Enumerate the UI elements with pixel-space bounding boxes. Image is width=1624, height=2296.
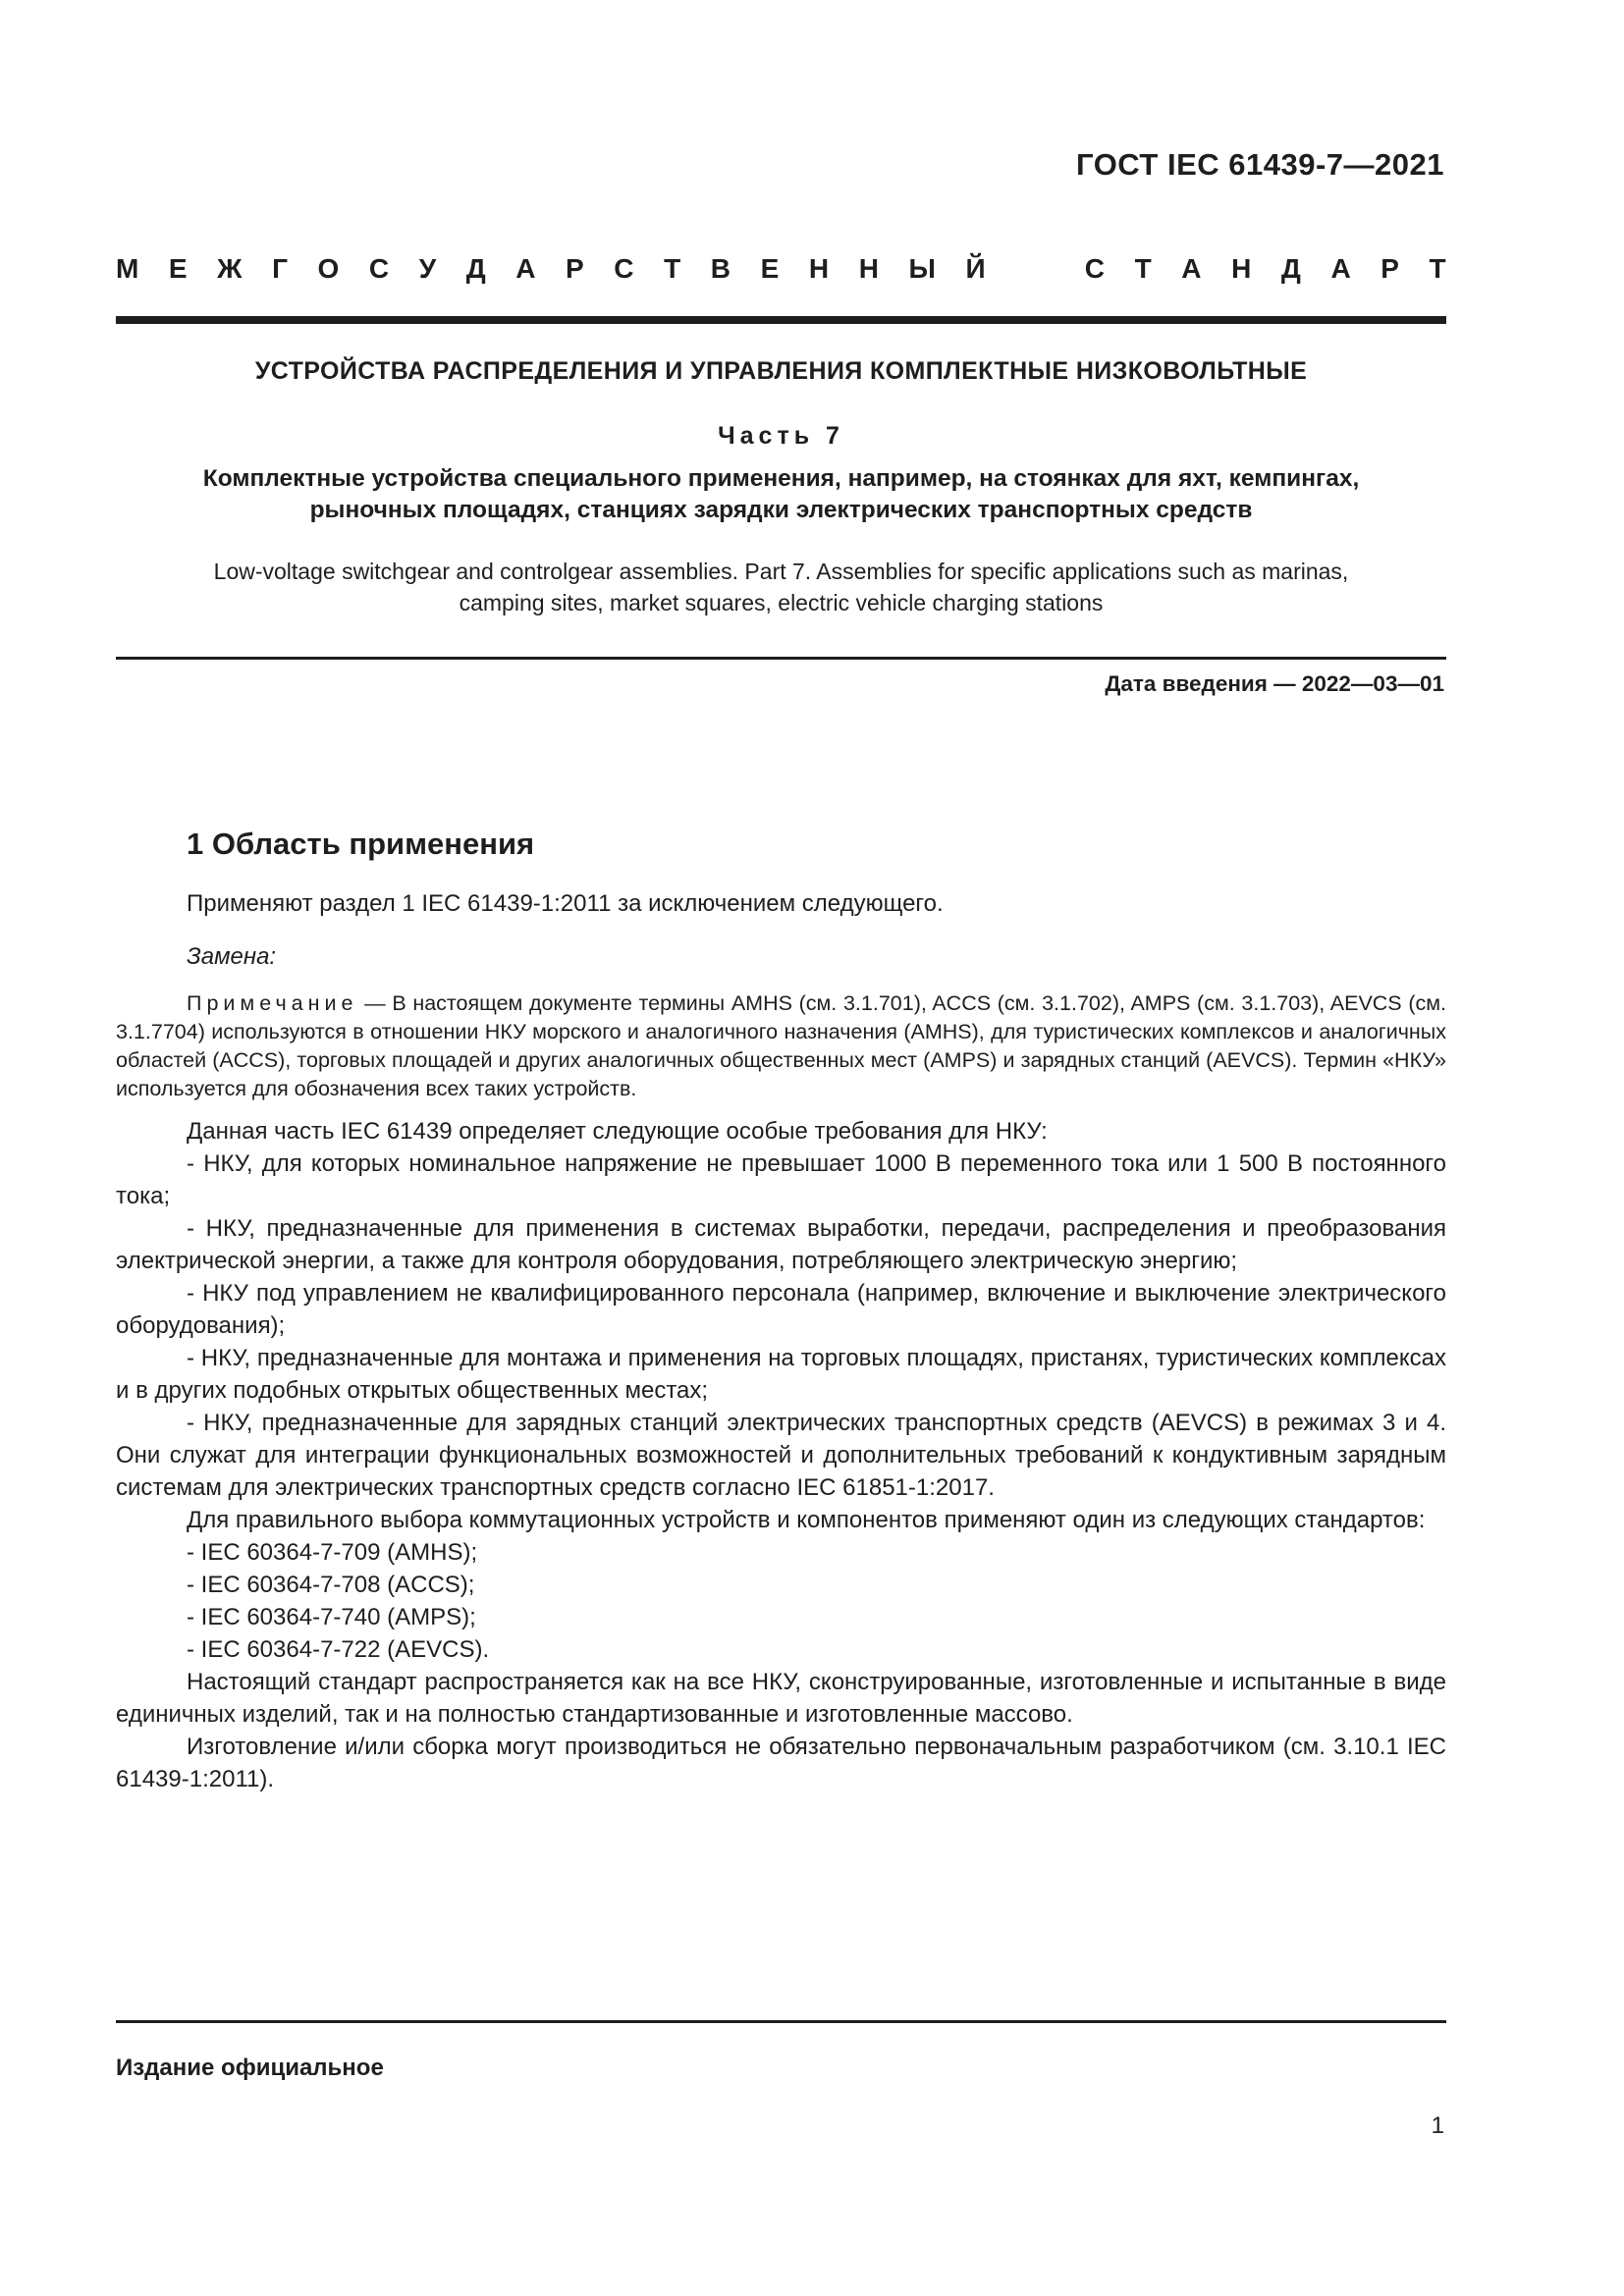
page-number: 1 [1431,2112,1444,2139]
heading-letter: Р [1380,253,1399,284]
paragraph: Настоящий стандарт распространяется как на все НКУ, сконструированные, изготовленные и испытанные в виде единичных изделий, так и на полностью стандартизованные и изготовленные массово. [116,1669,1446,1728]
official-edition: Издание официальное [116,2055,384,2081]
english-title-line: Low-voltage switchgear and controlgear assemblies. Part 7. Assemblies for specific applications such as marinas, [213,559,1349,584]
list-item: - IEC 60364-7-722 (AEVCS). [187,1636,490,1663]
heading-letter: М [116,253,139,284]
list-item: - НКУ, предназначенные для применения в системах выработки, передачи, распределения и преобразования электрической энергии, а также для контроля оборудования, потребляющего электрическую энергию; [116,1215,1446,1274]
document-subtitle [116,463,1446,526]
heading-letter: Н [858,253,879,284]
heading-letter: Т [1134,253,1152,284]
note-text: — В настоящем документе термины AMHS (см. 3.1.701), ACCS (см. 3.1.702), AMPS (см. 3.1.703), AEVCS (см. 3.1.7704) используются в отношении НКУ морского и аналогичного назначения (AMHS), для туристических комплексов и аналогичных областей (ACCS), торговых площадей и других аналогичных общественных мест (AMPS) и зарядных станций (AEVCS). Термин «НКУ» используется для обозначения всех таких устройств. [116,991,1446,1100]
introduction-date: Дата введения — 2022—03—01 [1105,671,1444,696]
heading-letter: Т [1429,253,1446,284]
list-item: - НКУ, для которых номинальное напряжение не превышает 1000 В переменного тока или 1 500 В постоянного тока; [116,1150,1446,1209]
list-item: - НКУ, предназначенные для зарядных станций электрических транспортных средств (AEVCS) в режимах 3 и 4. Они служат для интеграции функциональных возможностей и дополнительных требований к кондуктивным зарядным системам для электрических транспортных средств согласно IEC 61851-1:2017. [116,1410,1446,1501]
heading-letter: А [1330,253,1351,284]
heading-letter: Р [566,253,584,284]
paragraph: Применяют раздел 1 IEC 61439-1:2011 за исключением следующего. [187,890,944,917]
heading-letter: А [515,253,536,284]
list-item: - IEC 60364-7-740 (AMPS); [187,1604,476,1630]
heading-letter: Д [1280,253,1301,284]
heading-letter: А [1181,253,1202,284]
heading-letter: Ж [217,253,243,284]
heading-letter: О [317,253,340,284]
note-label: Примечание [187,991,358,1015]
paragraph: Для правильного выбора коммутационных устройств и компонентов применяют один из следующих стандартов: [187,1507,1426,1533]
list-item: - IEC 60364-7-709 (AMHS); [187,1539,478,1566]
heading-letter: Ы [908,253,936,284]
list-item: - НКУ под управлением не квалифицированного персонала (например, включение и выключение электрического оборудования); [116,1280,1446,1339]
footer-divider [116,2020,1446,2023]
heading-letter: Е [168,253,188,284]
english-title-line: camping sites, market squares, electric vehicle charging stations [459,590,1104,615]
interstate-standard-heading [116,253,1446,285]
paragraph: Изготовление и/или сборка могут производиться не обязательно первоначальным разработчиком (см. 3.10.1 IEC 61439-1:2011). [116,1734,1446,1792]
heading-letter: Г [272,253,288,284]
heading-letter: С [368,253,390,284]
subtitle-line: Комплектные устройства специального применения, например, на стоянках для яхт, кемпингах, [202,465,1360,492]
heading-letter: С [1084,253,1106,284]
list-item: - IEC 60364-7-708 (ACCS); [187,1572,475,1598]
subtitle-line: рыночных площадях, станциях зарядки электрических транспортных средств [309,497,1253,523]
section-body [116,887,1446,1795]
part-number: Часть 7 [718,422,844,450]
heading-letter: Е [760,253,780,284]
section-title: 1 Область применения [187,827,535,861]
english-title [116,556,1446,618]
thin-divider [116,657,1446,660]
word-gap [1015,253,1055,285]
paragraph: Данная часть IEC 61439 определяет следующие особые требования для НКУ: [187,1118,1048,1145]
document-title: УСТРОЙСТВА РАСПРЕДЕЛЕНИЯ И УПРАВЛЕНИЯ КОМПЛЕКТНЫЕ НИЗКОВОЛЬТНЫЕ [254,357,1308,385]
note [116,989,1446,1103]
heading-letter: Т [664,253,681,284]
heading-letter: У [418,253,437,284]
document-code: ГОСТ IEC 61439-7—2021 [1076,147,1444,182]
list-item: - НКУ, предназначенные для монтажа и применения на торговых площадях, пристанях, туристических комплексах и в других подобных открытых общественных местах; [116,1345,1446,1404]
heading-letter: Н [808,253,830,284]
heading-letter: Д [465,253,486,284]
replacement-label: Замена: [187,943,277,970]
heading-letter: Й [965,253,986,284]
thick-divider [116,316,1446,324]
heading-letter: С [614,253,634,284]
heading-letter: В [710,253,731,284]
heading-letter: Н [1231,253,1252,284]
